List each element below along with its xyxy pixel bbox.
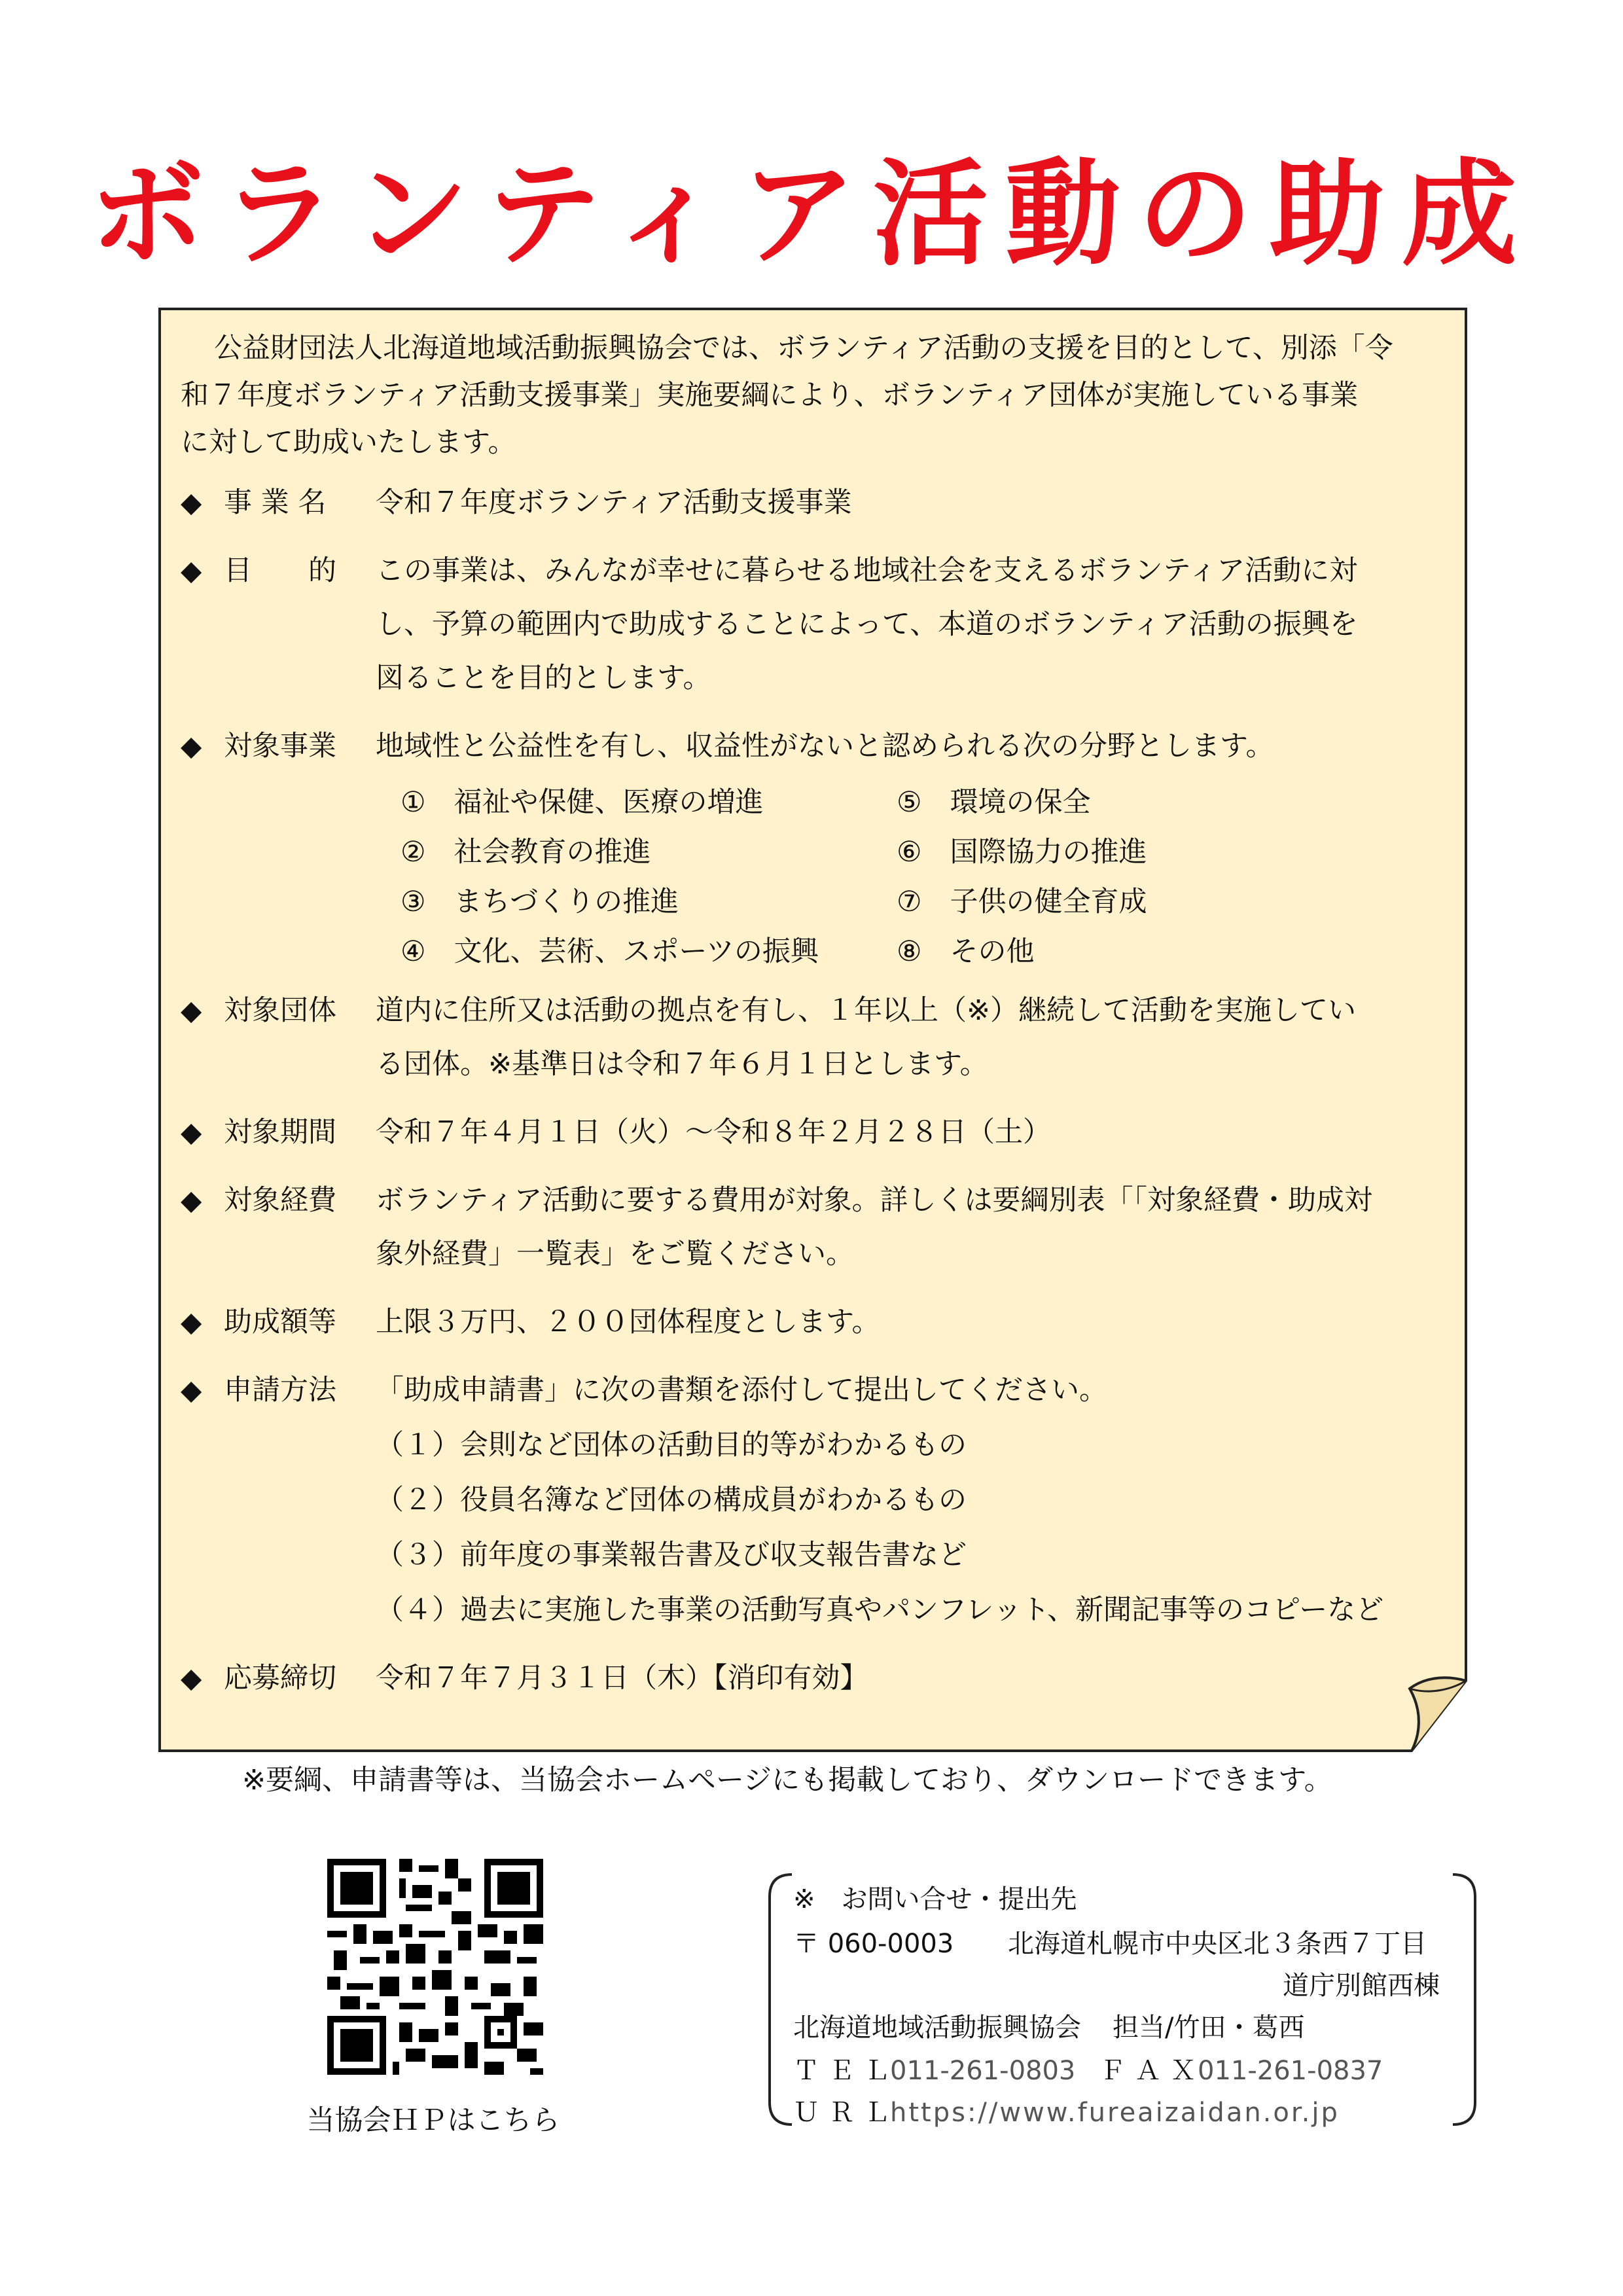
diamond-bullet-icon: ◆ [181,1374,202,1406]
download-note: ※要綱、申請書等は、当協会ホームページにも掲載しており、ダウンロードできます。 [242,1764,1332,1797]
organization-name: 北海道地域活動振興協会 [793,2013,1081,2043]
field-item: ③ まちづくりの推進 [401,886,679,918]
value-business-name: 令和７年度ボランティア活動支援事業 [376,486,852,519]
label-grant-amount: 助成額等 [224,1306,336,1338]
tel-label: ＴＥＬ [793,2056,899,2086]
contact-box [766,1872,1479,2127]
field-item: ⑥ 国際協力の推進 [897,836,1147,869]
staff-names: 担当/竹田・葛西 [1113,2013,1305,2043]
address-line: 北海道札幌市中央区北３条西７丁目 [1008,1929,1427,1959]
label-business-name: 事 業 名 [224,486,327,519]
label-purpose: 目 的 [224,554,336,587]
url-label: ＵＲＬ [793,2098,899,2128]
value-target-period: 令和７年４月１日（火）～令和８年２月２８日（土） [376,1116,1051,1149]
value-target-business: 地域性と公益性を有し、収益性がないと認められる次の分野とします。 [376,730,1274,762]
fax-number: 011-261-0837 [1198,2056,1383,2086]
document-item: （３）前年度の事業報告書及び収支報告書など [376,1539,967,1571]
field-item: ② 社会教育の推進 [401,836,651,869]
tel-number[interactable]: 011-261-0803 [890,2056,1076,2086]
field-item: ⑦ 子供の健全育成 [897,886,1147,918]
value-deadline: 令和７年７月３１日（木）【消印有効】 [376,1662,868,1695]
value-target-group: る団体。※基準日は令和７年６月１日とします。 [376,1048,988,1081]
contact-heading: ※ お問い合せ・提出先 [793,1884,1077,1914]
diamond-bullet-icon: ◆ [181,486,202,518]
address-line: 道庁別館西棟 [1283,1971,1440,2001]
document-item: （１）会則など団体の活動目的等がわかるもの [376,1429,967,1462]
label-application: 申請方法 [224,1374,336,1407]
value-purpose: この事業は、みんなが幸せに暮らせる地域社会を支えるボランティア活動に対 [376,554,1358,587]
diamond-bullet-icon: ◆ [181,1306,202,1338]
intro-line: 和７年度ボランティア活動支援事業」実施要綱により、ボランティア団体が実施している事業 [181,379,1359,412]
diamond-bullet-icon: ◆ [181,1184,202,1216]
value-target-group: 道内に住所又は活動の拠点を有し、１年以上（※）継続して活動を実施してい [376,994,1357,1027]
diamond-bullet-icon: ◆ [181,1116,202,1148]
qr-code-icon[interactable] [327,1859,543,2075]
field-item: ⑤ 環境の保全 [897,786,1091,819]
value-application: 「助成申請書」に次の書類を添付して提出してください。 [376,1374,1107,1407]
diamond-bullet-icon: ◆ [181,554,202,586]
intro-line: に対して助成いたします。 [181,426,516,459]
document-item: （２）役員名簿など団体の構成員がわかるもの [376,1484,967,1516]
qr-caption: 当協会ＨＰはこちら [306,2104,560,2137]
postal-code: 〒 060-0003 [793,1929,954,1959]
fax-label: ＦＡＸ [1099,2056,1205,2086]
field-item: ① 福祉や保健、医療の増進 [401,786,764,819]
value-target-cost: 象外経費」一覧表」をご覧ください。 [376,1238,854,1270]
value-grant-amount: 上限３万円、２００団体程度とします。 [376,1306,880,1338]
value-purpose: し、予算の範囲内で助成することによって、本道のボランティア活動の振興を [376,608,1358,641]
field-item: ⑧ その他 [897,935,1035,968]
value-purpose: 図ることを目的とします。 [376,662,711,694]
label-target-business: 対象事業 [224,730,336,762]
field-item: ④ 文化、芸術、スポーツの振興 [401,935,819,968]
label-target-group: 対象団体 [224,994,336,1027]
value-target-cost: ボランティア活動に要する費用が対象。詳しくは要綱別表「「対象経費・助成対 [376,1184,1373,1217]
label-deadline: 応募締切 [224,1662,336,1695]
diamond-bullet-icon: ◆ [181,994,202,1026]
diamond-bullet-icon: ◆ [181,1662,202,1694]
notice-box [158,308,1467,1754]
intro-line: 公益財団法人北海道地域活動振興協会では、ボランティア活動の支援を目的として、別添「令 [186,332,1393,365]
label-target-period: 対象期間 [224,1116,336,1149]
label-target-cost: 対象経費 [224,1184,336,1217]
page-title: ボランティア活動の助成 [89,147,1534,281]
website-link[interactable]: https://www.fureaizaidan.or.jp [890,2098,1340,2128]
document-item: （４）過去に実施した事業の活動写真やパンフレット、新聞記事等のコピーなど [376,1594,1384,1626]
diamond-bullet-icon: ◆ [181,730,202,762]
